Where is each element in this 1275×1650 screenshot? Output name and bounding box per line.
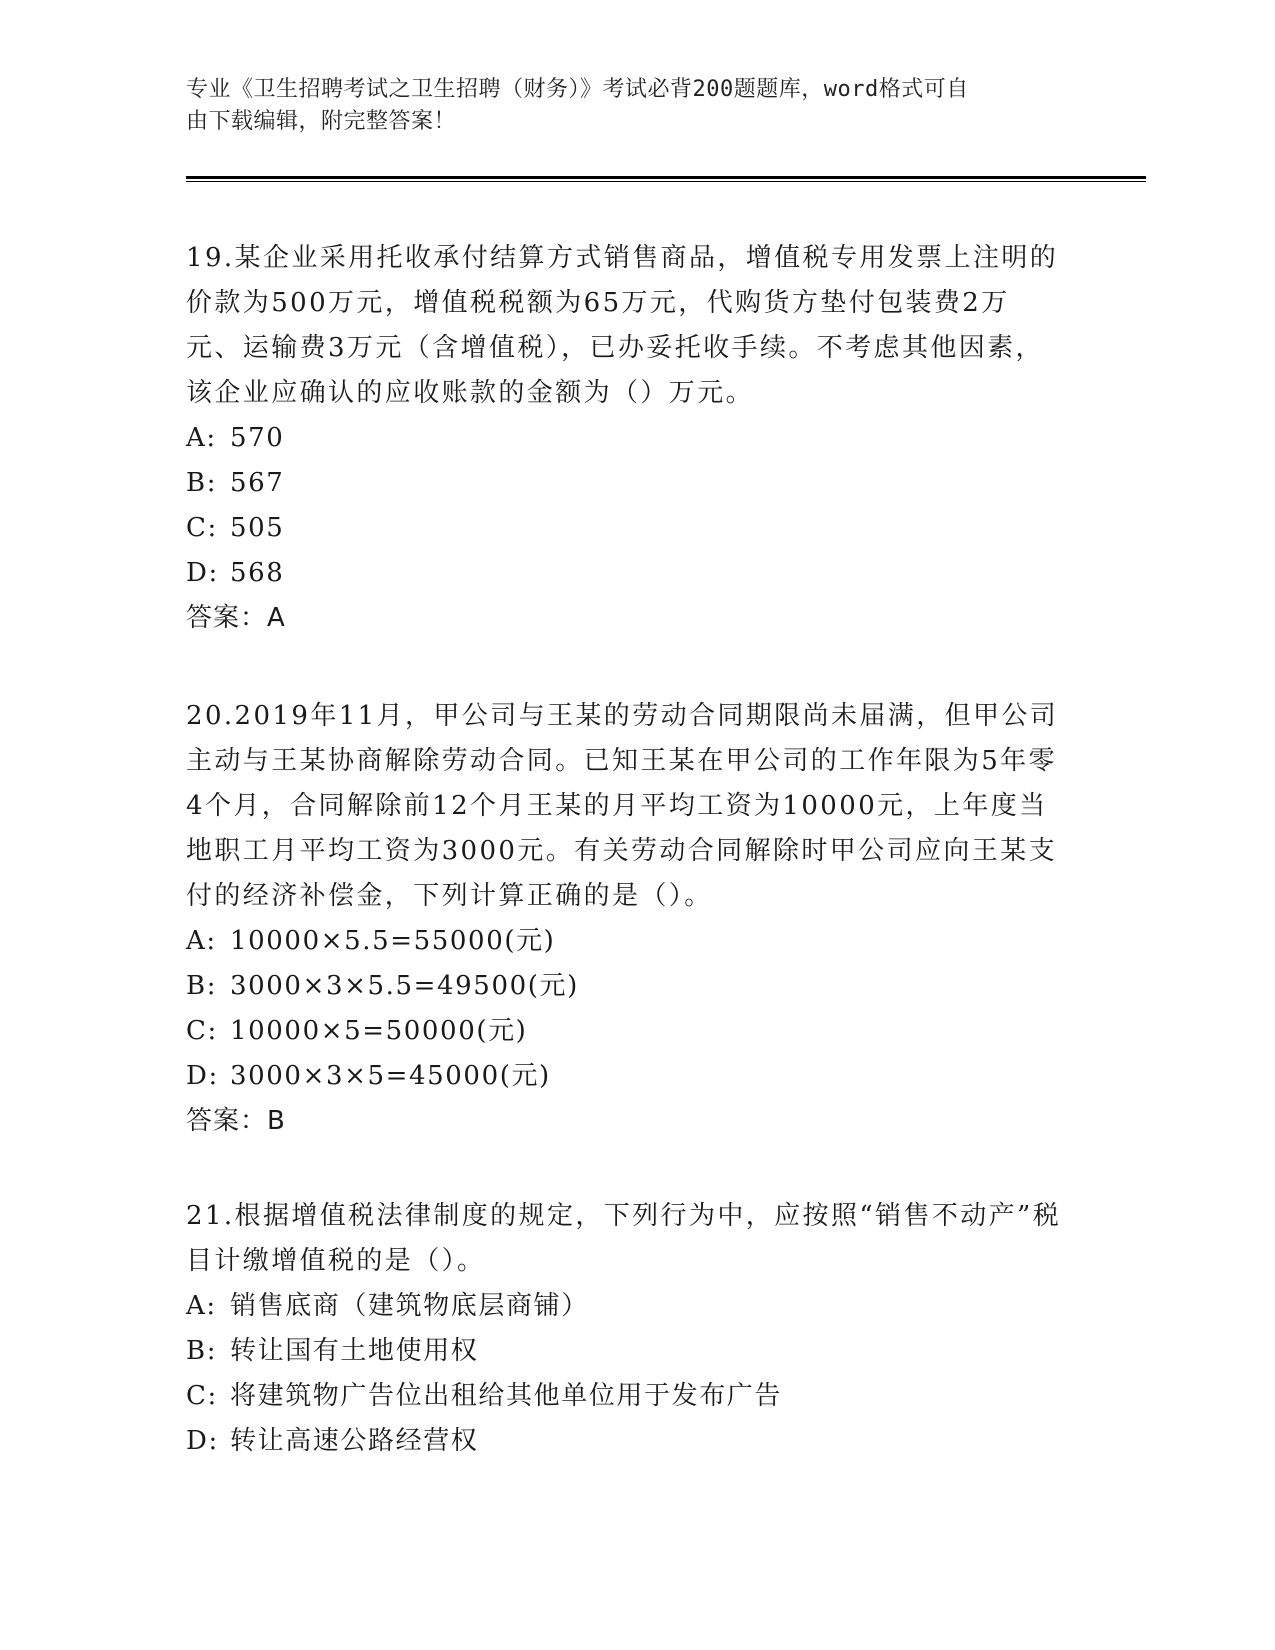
option-b — [186, 964, 1066, 1009]
option-text: 销售底商（建筑物底层商铺） — [230, 1291, 589, 1321]
option-text: 转让国有土地使用权 — [230, 1336, 479, 1366]
option-text: 505 — [230, 513, 285, 543]
option-text: 567 — [230, 468, 285, 498]
option-b — [186, 461, 1066, 506]
option-key: C: — [186, 1381, 218, 1411]
header-divider-thin — [186, 181, 1146, 182]
option-c — [186, 1009, 1066, 1054]
option-key: D: — [186, 1061, 219, 1091]
header-line-1: 专业《卫生招聘考试之卫生招聘（财务）》考试必背200题题库，word格式可自 — [186, 77, 969, 102]
option-d — [186, 1419, 1066, 1464]
answer-line: 答案：B — [186, 1106, 286, 1136]
option-text: 3000×3×5=45000(元) — [230, 1061, 551, 1091]
option-c — [186, 506, 1066, 551]
question-stem: 19.某企业采用托收承付结算方式销售商品，增值税专用发票上注明的价款为500万元，增值税税额为65万元，代购货方垫付包装费2万元、运输费3万元（含增值税），已办妥托收手续。不考虑其他因素，该企业应确认的应收账款的金额为（）万元。 — [186, 243, 1059, 408]
option-text: 10000×5.5=55000(元) — [230, 926, 556, 956]
question-stem: 21.根据增值税法律制度的规定，下列行为中，应按照“销售不动产”税目计缴增值税的是（）。 — [186, 1201, 1062, 1276]
option-key: B: — [186, 1336, 218, 1366]
option-text: 将建筑物广告位出租给其他单位用于发布广告 — [230, 1381, 783, 1411]
option-key: B: — [186, 971, 218, 1001]
option-key: C: — [186, 513, 218, 543]
option-key: D: — [186, 1426, 219, 1456]
option-text: 3000×3×5.5=49500(元) — [230, 971, 579, 1001]
option-text: 转让高速公路经营权 — [230, 1426, 479, 1456]
option-a — [186, 1284, 1066, 1329]
option-a — [186, 416, 1066, 461]
option-key: B: — [186, 468, 218, 498]
option-key: C: — [186, 1016, 218, 1046]
option-text: 10000×5=50000(元) — [230, 1016, 528, 1046]
option-d — [186, 551, 1066, 596]
option-text: 568 — [230, 558, 285, 588]
option-key: A: — [186, 423, 217, 453]
option-text: 570 — [230, 423, 285, 453]
option-d — [186, 1054, 1066, 1099]
question-19 — [186, 236, 1066, 641]
question-21 — [186, 1194, 1066, 1464]
question-stem: 20.2019年11月，甲公司与王某的劳动合同期限尚未届满，但甲公司主动与王某协商解除劳动合同。已知王某在甲公司的工作年限为5年零4个月，合同解除前12个月王某的月平均工资为10000元，上年度当地职工月平均工资为3000元。有关劳动合同解除时甲公司应向王某支付的经济补偿金，下列计算正确的是（）。 — [186, 701, 1059, 911]
option-key: D: — [186, 558, 219, 588]
option-c — [186, 1374, 1066, 1419]
document-header — [186, 74, 1066, 138]
option-key: A: — [186, 1291, 217, 1321]
option-a — [186, 919, 1066, 964]
answer-line: 答案：A — [186, 603, 286, 633]
header-divider-thick — [186, 176, 1146, 179]
header-line-2: 由下载编辑，附完整答案！ — [186, 109, 457, 134]
option-key: A: — [186, 926, 217, 956]
option-b — [186, 1329, 1066, 1374]
question-20 — [186, 694, 1066, 1144]
